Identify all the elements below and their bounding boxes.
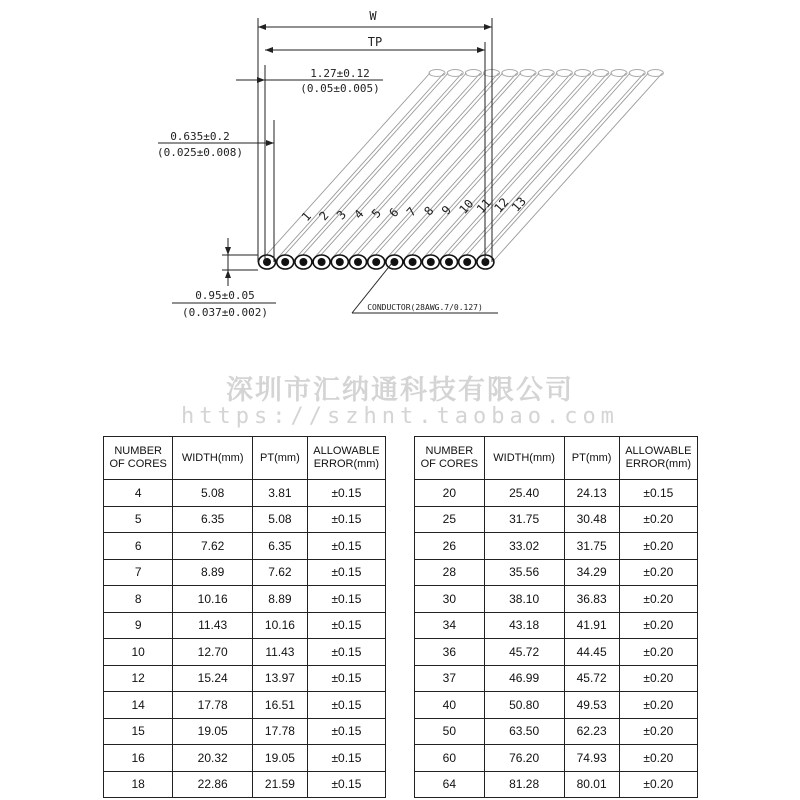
cell-error: ±0.15 (307, 692, 385, 719)
header-width: WIDTH(mm) (173, 437, 253, 480)
wire-end (611, 70, 627, 77)
cell-cores: 64 (415, 771, 485, 798)
cell-cores: 10 (104, 639, 173, 666)
cell-cores: 9 (104, 612, 173, 639)
table-row (415, 771, 698, 798)
cell-cores: 25 (415, 506, 485, 533)
cell-pt: 30.48 (564, 506, 619, 533)
table-header-row (104, 437, 386, 480)
cell-error: ±0.20 (619, 559, 697, 586)
cell-width: 7.62 (173, 533, 253, 560)
dim-w-label: W (369, 9, 377, 23)
header-error: ALLOWABLE ERROR(mm) (619, 437, 697, 480)
cell-width: 6.35 (173, 506, 253, 533)
cell-cores: 18 (104, 771, 173, 798)
cell-error: ±0.20 (619, 533, 697, 560)
cell-error: ±0.15 (307, 559, 385, 586)
wire-edge (456, 73, 626, 262)
cell-width: 43.18 (484, 612, 564, 639)
cell-cores: 20 (415, 480, 485, 507)
cell-pt: 36.83 (564, 586, 619, 613)
cell-width: 76.20 (484, 745, 564, 772)
cell-error: ±0.15 (307, 612, 385, 639)
wire-edge (478, 73, 648, 262)
wire-end (447, 70, 463, 77)
wire-edge (383, 73, 553, 262)
wire-edge (438, 73, 608, 262)
conductor-dia-label: 0.635±0.2 (170, 130, 230, 143)
cell-error: ±0.15 (307, 718, 385, 745)
cell-pt: 62.23 (564, 718, 619, 745)
conductor-core (299, 258, 307, 266)
cell-pt: 17.78 (252, 718, 307, 745)
cell-cores: 14 (104, 692, 173, 719)
wire-end (538, 70, 554, 77)
pitch-inch-label: (0.05±0.005) (300, 82, 380, 95)
cell-cores: 6 (104, 533, 173, 560)
spec-table-left (103, 436, 386, 798)
table-row (415, 586, 698, 613)
header-pt: PT(mm) (564, 437, 619, 480)
cell-pt: 49.53 (564, 692, 619, 719)
cell-error: ±0.15 (307, 745, 385, 772)
table-row (104, 533, 386, 560)
table-row (415, 533, 698, 560)
wire-end (556, 70, 572, 77)
core-number: 8 (421, 203, 437, 219)
cell-pt: 74.93 (564, 745, 619, 772)
conductor-core (263, 258, 271, 266)
cell-cores: 4 (104, 480, 173, 507)
cell-pt: 16.51 (252, 692, 307, 719)
table-row (104, 639, 386, 666)
cell-width: 33.02 (484, 533, 564, 560)
table-row (415, 745, 698, 772)
cell-width: 45.72 (484, 639, 564, 666)
table-row (415, 639, 698, 666)
header-error: ALLOWABLE ERROR(mm) (307, 437, 385, 480)
wire-edge (424, 73, 594, 262)
conductor-core (463, 258, 471, 266)
cell-error: ±0.15 (307, 665, 385, 692)
core-number: 12 (491, 195, 512, 216)
cell-error: ±0.20 (619, 665, 697, 692)
cell-width: 10.16 (173, 586, 253, 613)
cell-cores: 30 (415, 586, 485, 613)
cell-width: 31.75 (484, 506, 564, 533)
cell-width: 20.32 (173, 745, 253, 772)
wire-edge (333, 73, 503, 262)
cell-error: ±0.20 (619, 771, 697, 798)
cell-pt: 11.43 (252, 639, 307, 666)
header-cores: NUMBER OF CORES (104, 437, 173, 480)
wire-end (465, 70, 481, 77)
cell-error: ±0.20 (619, 506, 697, 533)
cell-error: ±0.15 (307, 480, 385, 507)
thickness-inch-label: (0.037±0.002) (181, 306, 269, 319)
conductor-core (281, 258, 289, 266)
wire-edge (403, 73, 576, 262)
wire-end (502, 70, 518, 77)
cell-cores: 5 (104, 506, 173, 533)
cell-width: 22.86 (173, 771, 253, 798)
table-row (104, 612, 386, 639)
ribbon-cable-drawing (0, 0, 800, 340)
conductor-core (354, 258, 362, 266)
cell-pt: 21.59 (252, 771, 307, 798)
cell-pt: 24.13 (564, 480, 619, 507)
wire-edge (401, 73, 571, 262)
wire-edge (315, 73, 485, 262)
cell-width: 63.50 (484, 718, 564, 745)
core-number: 1 (298, 209, 315, 225)
watermark-company: 深圳市汇纳通科技有限公司 (226, 375, 574, 406)
cell-cores: 7 (104, 559, 173, 586)
core-number: 10 (456, 196, 477, 217)
cell-pt: 13.97 (252, 665, 307, 692)
wire-edge (274, 73, 444, 262)
cell-error: ±0.15 (307, 586, 385, 613)
cell-cores: 40 (415, 692, 485, 719)
wire-edge (492, 73, 662, 262)
cell-cores: 26 (415, 533, 485, 560)
table-row (104, 771, 386, 798)
core-number: 5 (368, 206, 385, 221)
table-row (104, 586, 386, 613)
cell-pt: 10.16 (252, 612, 307, 639)
conductor-core (427, 258, 435, 266)
cell-error: ±0.15 (307, 639, 385, 666)
cell-pt: 34.29 (564, 559, 619, 586)
cell-cores: 34 (415, 612, 485, 639)
cell-cores: 28 (415, 559, 485, 586)
cell-error: ±0.20 (619, 612, 697, 639)
cell-pt: 80.01 (564, 771, 619, 798)
header-width: WIDTH(mm) (484, 437, 564, 480)
cell-width: 19.05 (173, 718, 253, 745)
cell-width: 8.89 (173, 559, 253, 586)
cell-pt: 6.35 (252, 533, 307, 560)
core-number: 6 (386, 205, 402, 221)
table-row (104, 718, 386, 745)
table-header-row (415, 437, 698, 480)
wire-edge (329, 73, 499, 262)
table-row (415, 612, 698, 639)
cable-wires (260, 70, 663, 263)
pitch-label: 1.27±0.12 (310, 67, 370, 80)
core-number: 2 (316, 208, 332, 224)
cell-cores: 8 (104, 586, 173, 613)
cell-width: 81.28 (484, 771, 564, 798)
cell-error: ±0.20 (619, 639, 697, 666)
cell-error: ±0.20 (619, 692, 697, 719)
cell-error: ±0.15 (307, 506, 385, 533)
cell-width: 12.70 (173, 639, 253, 666)
cell-width: 35.56 (484, 559, 564, 586)
wire-edge (474, 73, 644, 262)
conductor-core (318, 258, 326, 266)
wire-end (647, 70, 663, 77)
conductor-core (372, 258, 380, 266)
cell-error: ±0.20 (619, 718, 697, 745)
cell-cores: 37 (415, 665, 485, 692)
cell-width: 25.40 (484, 480, 564, 507)
cell-pt: 8.89 (252, 586, 307, 613)
wire-edge (387, 73, 557, 262)
wire-edge (278, 73, 448, 262)
cable-cross-section (259, 255, 494, 269)
wire-edge (310, 73, 480, 262)
cell-pt: 31.75 (564, 533, 619, 560)
conductor-core (409, 258, 417, 266)
wire-edge (292, 73, 462, 262)
wire-edge (351, 73, 521, 262)
cell-width: 17.78 (173, 692, 253, 719)
dim-tp-label: TP (367, 35, 383, 49)
wire-end (629, 70, 645, 77)
wire-edge (369, 73, 539, 262)
thickness-label: 0.95±0.05 (195, 289, 255, 302)
wire-edge (460, 73, 630, 262)
core-number: 13 (508, 194, 529, 215)
header-cores: NUMBER OF CORES (415, 437, 485, 480)
cell-cores: 36 (415, 639, 485, 666)
table-row (104, 480, 386, 507)
cell-error: ±0.20 (619, 586, 697, 613)
cell-pt: 7.62 (252, 559, 307, 586)
wire-end (575, 70, 591, 77)
cell-pt: 3.81 (252, 480, 307, 507)
table-row (415, 665, 698, 692)
cell-cores: 16 (104, 745, 173, 772)
conductor-core (445, 258, 453, 266)
cell-width: 15.24 (173, 665, 253, 692)
cell-error: ±0.20 (619, 745, 697, 772)
cell-cores: 15 (104, 718, 173, 745)
cell-pt: 41.91 (564, 612, 619, 639)
cell-pt: 45.72 (564, 665, 619, 692)
cell-error: ±0.15 (307, 771, 385, 798)
wire-edge (442, 73, 612, 262)
table-row (104, 506, 386, 533)
table-row (415, 480, 698, 507)
cell-cores: 50 (415, 718, 485, 745)
cell-pt: 19.05 (252, 745, 307, 772)
cell-width: 46.99 (484, 665, 564, 692)
core-number: 11 (473, 195, 494, 217)
table-row (415, 506, 698, 533)
core-number: 4 (351, 206, 367, 222)
core-number: 9 (438, 202, 455, 218)
cell-width: 50.80 (484, 692, 564, 719)
spec-table-right (414, 436, 698, 798)
wire-edge (296, 73, 466, 262)
wire-edge (260, 73, 430, 262)
cell-pt: 44.45 (564, 639, 619, 666)
conductor-core (336, 258, 344, 266)
table-row (415, 718, 698, 745)
core-number: 7 (403, 204, 420, 220)
conductor-label: CONDUCTOR(28AWG.7/0.127) (367, 303, 483, 312)
cell-width: 5.08 (173, 480, 253, 507)
wire-edge (420, 73, 590, 262)
cell-error: ±0.15 (307, 533, 385, 560)
table-row (104, 559, 386, 586)
table-row (104, 665, 386, 692)
wire-end (593, 70, 609, 77)
table-row (415, 559, 698, 586)
wire-end (429, 70, 445, 77)
wire-edge (347, 73, 517, 262)
watermark-url: https://szhnt.taobao.com (181, 404, 619, 429)
wire-edge (365, 73, 535, 262)
conductor-dia-inch-label: (0.025±0.008) (156, 146, 244, 159)
table-row (104, 745, 386, 772)
wire-end (520, 70, 536, 77)
conductor-core (390, 258, 398, 266)
cell-cores: 60 (415, 745, 485, 772)
header-pt: PT(mm) (252, 437, 307, 480)
cell-cores: 12 (104, 665, 173, 692)
table-row (104, 692, 386, 719)
cell-pt: 5.08 (252, 506, 307, 533)
table-row (415, 692, 698, 719)
cell-error: ±0.15 (619, 480, 697, 507)
core-number: 3 (333, 207, 350, 223)
cell-width: 38.10 (484, 586, 564, 613)
cell-width: 11.43 (173, 612, 253, 639)
